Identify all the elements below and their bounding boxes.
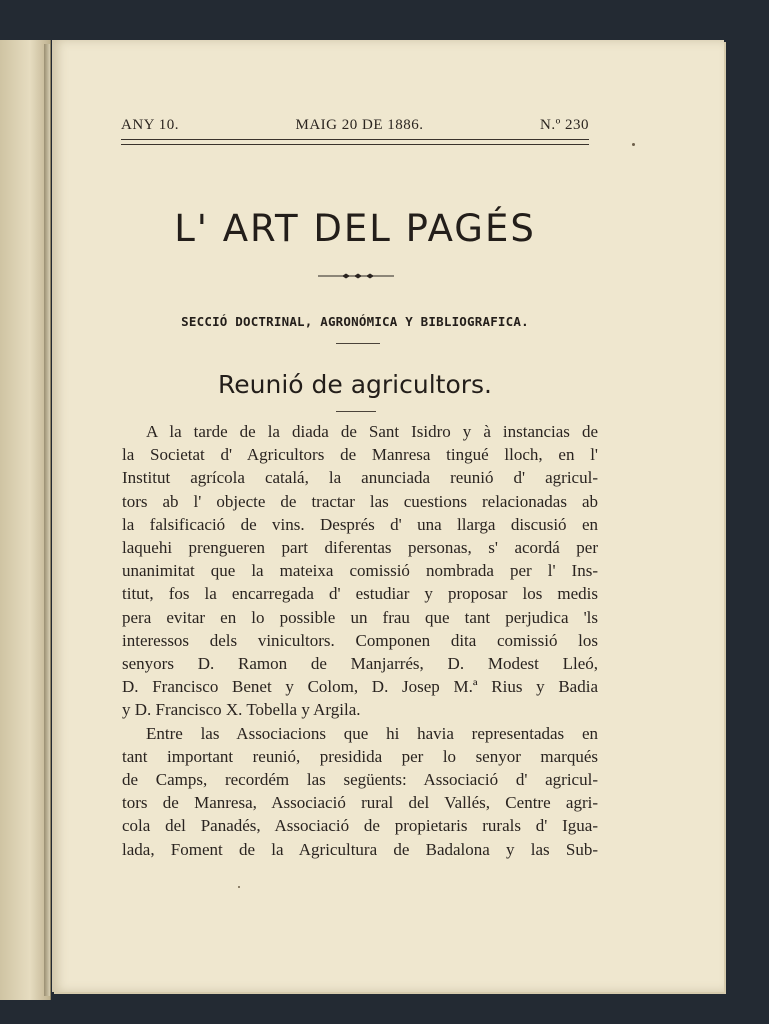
article-title: Reunió de agricultors. [218,370,492,399]
text-line: Entre las Associacions que hi havia representadas en [146,723,598,743]
issue-date: MAIG 20 DE 1886. [295,117,424,133]
paragraph-2 [122,722,598,861]
text-line: tors ab l' objecte de tractar las cuestions relacionadas ab [122,491,598,511]
volume-label: ANY 10. [121,117,179,133]
header-double-rule [121,139,589,145]
text-line: tant important reunió, presidida per lo senyor marqués [122,746,598,766]
text-line: titut, fos la encarregada d' estudiar y proposar los medis [122,584,598,604]
text-line: senyors D. Ramon de Manjarrés, D. Modest Lleó, [122,654,598,674]
paragraph-1 [122,420,598,722]
text-line: Institut agrícola catalá, la anunciada reunió d' agricul- [122,468,598,488]
text-line: lada, Foment de la Agricultura de Badalona y las Sub- [122,839,598,859]
text-line: D. Francisco Benet y Colom, D. Josep M.ª Rius y Badia [122,677,598,697]
text-line: tors de Manresa, Associació rural del Vallés, Centre agri- [122,793,598,813]
masthead-title: L' ART DEL PAGÉS [174,207,536,250]
section-underline [336,343,380,344]
text-line: de Camps, recordém las següents: Associació d' agricul- [122,770,598,790]
book-gutter [44,44,50,996]
paper-speck [632,143,635,146]
running-header [121,117,589,134]
article-body [122,420,598,861]
text-line: interessos dels vinicultors. Componen dita comissió los [122,630,598,650]
text-line: la Societat d' Agricultors de Manresa tingué lloch, en l' [122,445,598,465]
title-underline [336,411,376,412]
text-line: laquehi prengueren part diferentas personas, s' acordá per [122,538,598,558]
text-line: A la tarde de la diada de Sant Isidro y à instancias de [146,422,598,441]
text-line: y D. Francisco X. Tobella y Argila. [122,700,361,720]
issue-number: N.º 230 [540,117,589,133]
text-line: pera evitar en lo possible un frau que tant perjudica 'ls [122,607,598,627]
text-line: cola del Panadés, Associació de propietaris rurals d' Igua- [122,816,598,836]
section-heading: SECCIÓ DOCTRINAL, AGRONÓMICA Y BIBLIOGRAFICA. [181,314,529,329]
text-line: la falsificació de vins. Després d' una llarga discusió en [122,514,598,534]
ornament-divider [318,272,394,280]
text-line: unanimitat que la mateixa comissió nombrada per l' Ins- [122,561,598,581]
paper-speck [238,886,240,888]
